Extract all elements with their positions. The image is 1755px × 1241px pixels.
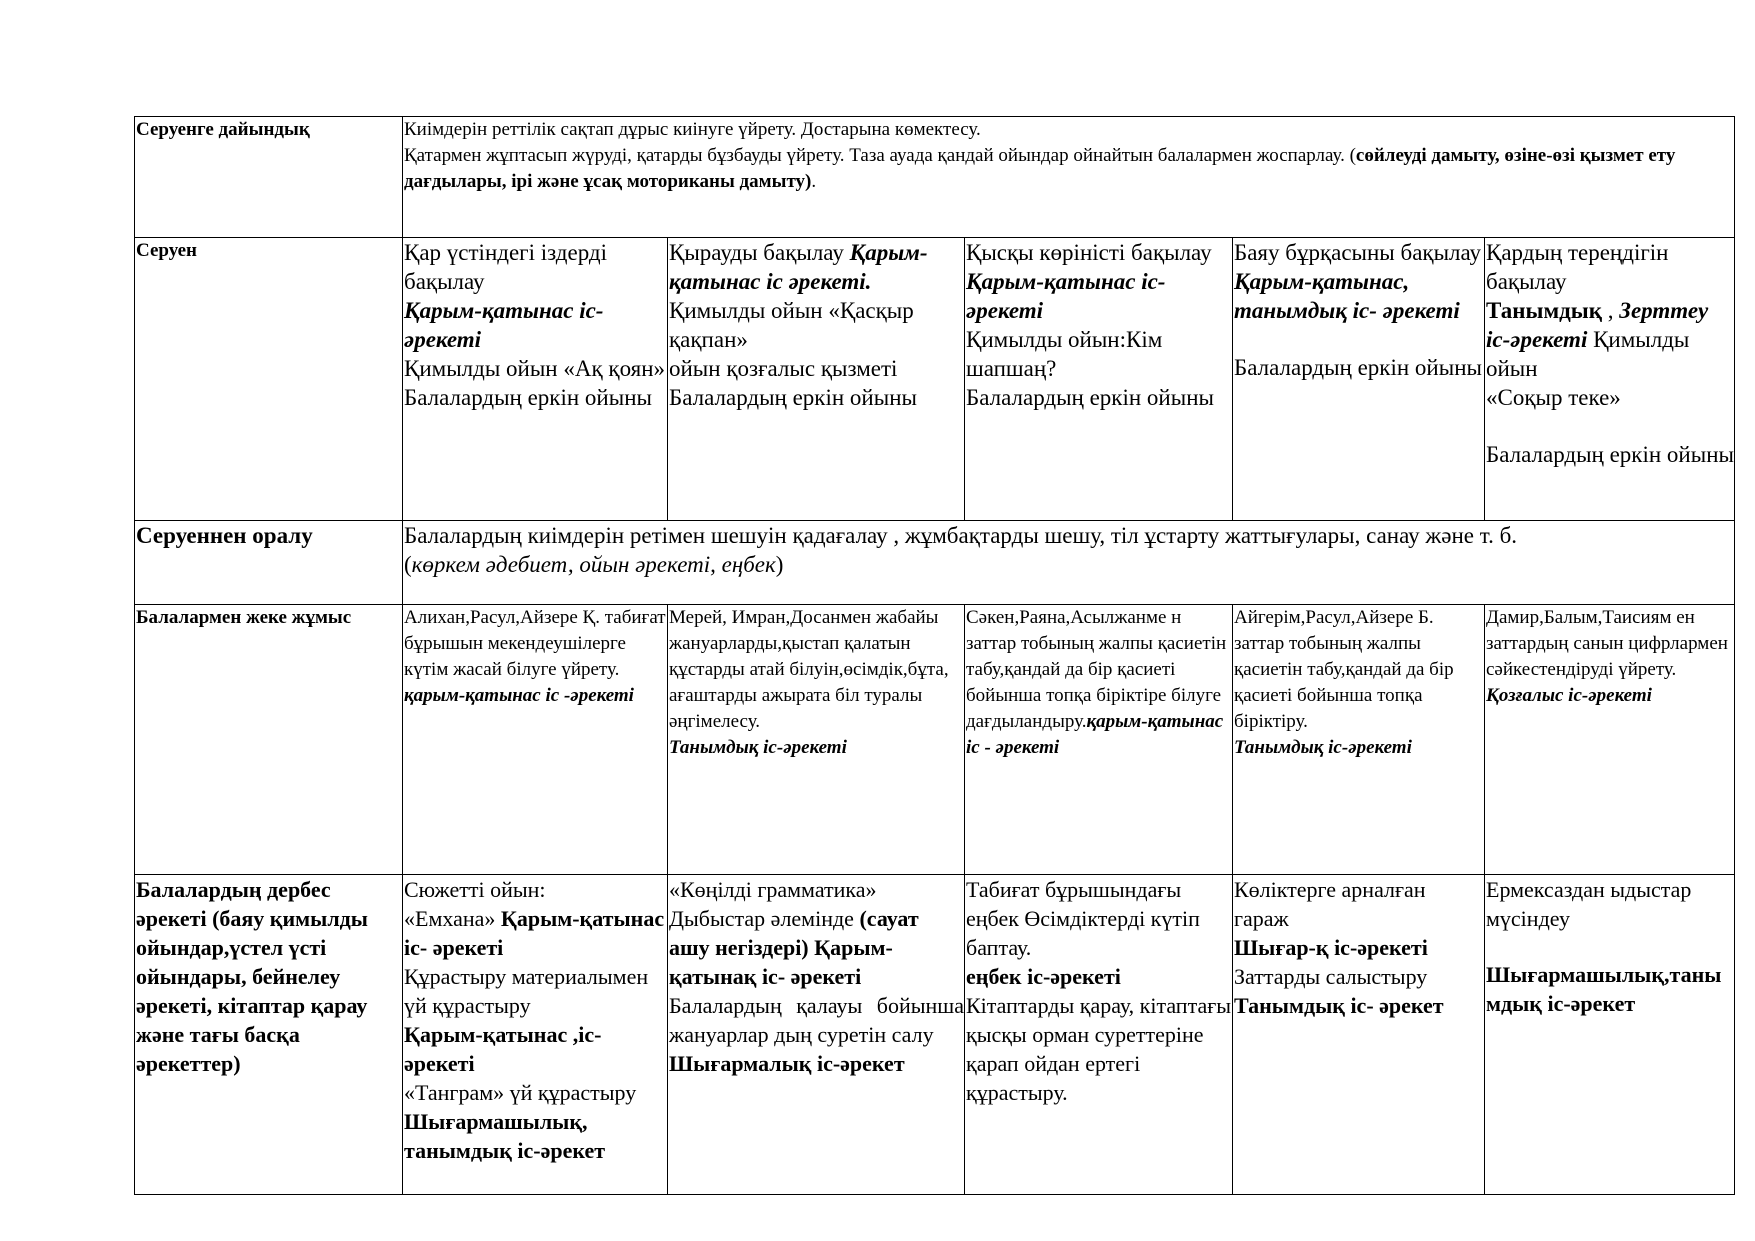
independent-cell-day-3: Табиғат бұрышындағы еңбек Өсімдіктерді күтіп баптау. еңбек іс-әрекеті Кітаптарды қарау, кітаптағы қысқы орман суреттеріне қарап ойдан ертегі құрастыру. bbox=[965, 875, 1233, 1195]
activity-tag: Шығар-қ іс-әрекеті bbox=[1234, 935, 1428, 960]
independent-cell-day-4: Көліктерге арналған гараж Шығар-қ іс-әрекеті Заттарды салыстыру Танымдық іс- әрекет bbox=[1233, 875, 1485, 1195]
row-individual-work bbox=[135, 605, 1735, 875]
row-label-individual-work: Балалармен жеке жұмыс bbox=[135, 605, 403, 875]
independent-cell-day-5: Ермексаздан ыдыстар мүсіндеу Шығармашылық,танымдық іс-әрекет bbox=[1485, 875, 1735, 1195]
walk-cell-day-3: Қысқы көріністі бақылау Қарым-қатынас іс-әрекеті Қимылды ойын:Кім шапшаң? Балалардың еркін ойыны bbox=[965, 238, 1233, 521]
activity-tag: Шығармашылық, танымдық іс-әрекет bbox=[404, 1109, 606, 1163]
row-label-independent-activity: Балалардың дербес әрекеті (баяу қимылды ойындар,үстел үсті ойындары, бейнелеу әрекеті, кітаптар қарау және тағы басқа әрекеттер) bbox=[135, 875, 403, 1195]
row-walk bbox=[135, 238, 1735, 521]
row-walk-preparation bbox=[135, 117, 1735, 238]
individual-cell-day-2: Мерей, Имран,Досанмен жабайы жануарларды,қыстап қалатын құстарды атай білуін,өсімдік,бұта, ағаштарды ажырата біл туралы әңгімелесу. Танымдық іс-әрекеті bbox=[668, 605, 965, 875]
individual-cell-day-3: Сәкен,Раяна,Асылжанме н заттар тобының жалпы қасиетін табу,қандай да бір қасиеті бойынша топқа біріктіре білуге дағдыландыру.қарым-қатынас іс - әрекеті bbox=[965, 605, 1233, 875]
walk-preparation-line-1: Киімдерін реттілік сақтап дұрыс киінуге үйрету. Достарына көмектесу. bbox=[404, 119, 981, 140]
activity-tag: Қарым-қатынас іс-әрекеті bbox=[966, 269, 1166, 323]
walk-cell-day-2: Қырауды бақылау Қарым-қатынас іс әрекеті. Қимылды ойын «Қасқыр қақпан» ойын қозғалыс қызметі Балалардың еркін ойыны bbox=[668, 238, 965, 521]
independent-cell-day-2: «Көңілді грамматика» Дыбыстар әлемінде (сауат ашу негіздері) Қарым-қатынақ іс- әрекеті Балалардың қалауы бойынша жануарлар дың суретін салу Шығармалық іс-әрекет bbox=[668, 875, 965, 1195]
activity-tag: Шығармалық іс-әрекет bbox=[669, 1051, 905, 1076]
row-independent-activity bbox=[135, 875, 1735, 1195]
return-from-walk-content: Балалардың киімдерін ретімен шешуін қадағалау , жұмбақтарды шешу, тіл ұстарту жаттығулары, санау және т. б. (көркем әдебиет, ойын әрекеті, еңбек) bbox=[403, 521, 1735, 605]
daily-plan-table bbox=[134, 116, 1735, 1195]
activity-tag: Танымдық bbox=[1486, 298, 1602, 323]
walk-cell-day-4: Баяу бұрқасыны бақылау Қарым-қатынас, танымдық іс- әрекеті Балалардың еркін ойыны bbox=[1233, 238, 1485, 521]
individual-cell-day-1: Алихан,Расул,Айзере Қ. табиғат бұрышын мекендеушілерге күтім жасай білуге үйрету. қарым-қатынас іс -әрекеті bbox=[403, 605, 668, 875]
row-label-walk-preparation: Серуенге дайындық bbox=[135, 117, 403, 238]
activity-tag: қарым-қатынас іс - әрекеті bbox=[966, 711, 1224, 758]
activity-tag: еңбек іс-әрекеті bbox=[966, 964, 1121, 989]
activity-tag: (сауат ашу негіздері) Қарым-қатынақ іс- әрекеті bbox=[669, 906, 919, 989]
independent-cell-day-1: Сюжетті ойын: «Емхана» Қарым-қатынас іс- әрекеті Құрастыру материалымен үй құрастыру Қарым-қатынас ,іс-әрекеті «Танграм» үй құрастыру Шығармашылық, танымдық іс-әрекет bbox=[403, 875, 668, 1195]
activity-tag: Шығармашылық,танымдық іс-әрекет bbox=[1486, 962, 1722, 1016]
row-return-from-walk bbox=[135, 521, 1735, 605]
activity-tag: Қарым-қатынас, танымдық іс- әрекеті bbox=[1234, 269, 1460, 323]
individual-cell-day-4: Айгерім,Расул,Айзере Б. заттар тобының жалпы қасиетін табу,қандай да бір қасиеті бойынша топқа біріктіру. Танымдық іс-әрекеті bbox=[1233, 605, 1485, 875]
activity-tag: Танымдық іс-әрекеті bbox=[669, 737, 847, 758]
activity-tag: қарым-қатынас іс -әрекеті bbox=[404, 685, 634, 706]
activity-tag: Қарым-қатынас іс- әрекеті bbox=[404, 906, 665, 960]
activity-tag: Қарым-қатынас іс әрекеті. bbox=[669, 240, 928, 294]
activity-tag: Қарым-қатынас ,іс-әрекеті bbox=[404, 1022, 602, 1076]
activity-tag: Қозғалыс іс-әрекеті bbox=[1486, 685, 1652, 706]
individual-cell-day-5: Дамир,Балым,Таисиям ен заттардың санын цифрлармен сәйкестендіруді үйрету. Қозғалыс іс-әрекеті bbox=[1485, 605, 1735, 875]
activity-tag: Танымдық іс- әрекет bbox=[1234, 993, 1444, 1018]
activity-tag: Танымдық іс-әрекеті bbox=[1234, 737, 1412, 758]
walk-preparation-line-2: Қатармен жұптасып жүруді, қатарды бұзбауды үйрету. Таза ауада қандай ойындар ойнайтын балалармен жоспарлау. (сөйлеуді дамыту, өзіне-өзі қызмет ету дағдылары, ірі және ұсақ моториканы дамыту). bbox=[404, 145, 1676, 192]
walk-cell-day-5: Қардың тереңдігін бақылау Танымдық , Зерттеу іс-әрекеті Қимылды ойын «Соқыр теке» Балалардың еркін ойыны bbox=[1485, 238, 1735, 521]
walk-preparation-content bbox=[403, 117, 1735, 238]
walk-preparation-skills: сөйлеуді дамыту, өзіне-өзі қызмет ету дағдылары, ірі және ұсақ моториканы дамыту) bbox=[404, 145, 1676, 192]
walk-cell-day-1: Қар үстіндегі іздерді бақылау Қарым-қатынас іс-әрекеті Қимылды ойын «Ақ қоян» Балалардың еркін ойыны bbox=[403, 238, 668, 521]
activity-tag: Зерттеу іс-әрекеті bbox=[1486, 298, 1709, 352]
row-label-walk: Серуен bbox=[135, 238, 403, 521]
row-label-return-from-walk: Серуеннен оралу bbox=[135, 521, 403, 605]
activity-tag: Қарым-қатынас іс-әрекеті bbox=[404, 298, 604, 352]
